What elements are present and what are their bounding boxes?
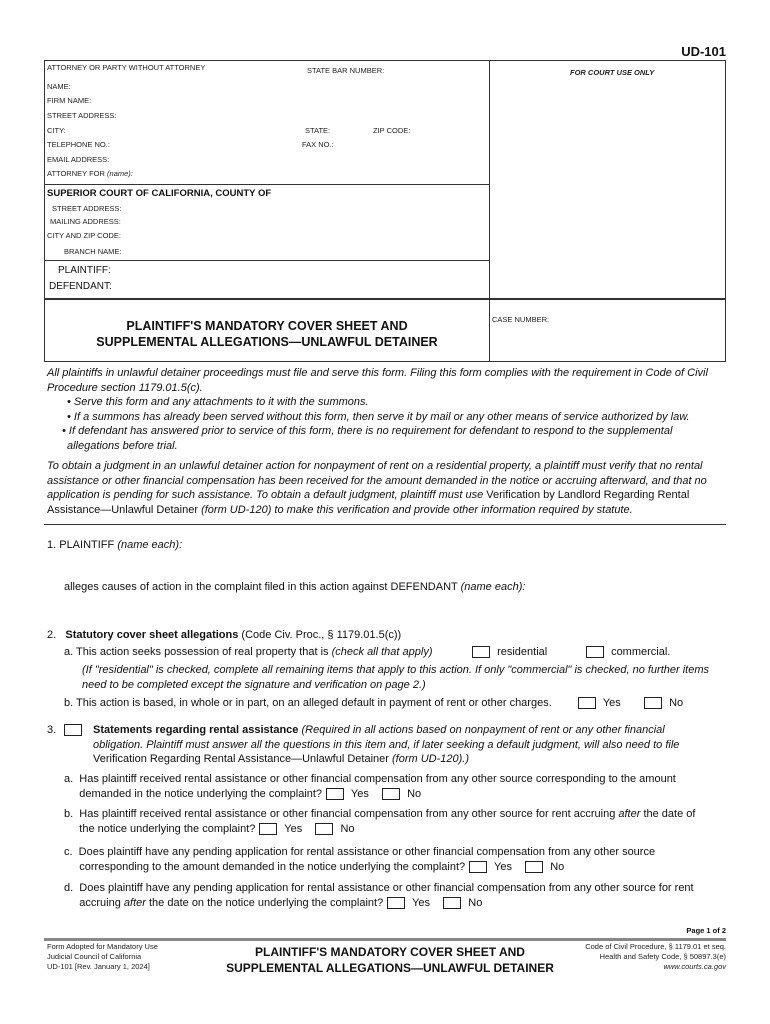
fax-field[interactable]: FAX NO.: bbox=[302, 140, 334, 149]
page-number: Page 1 of 2 bbox=[686, 926, 726, 935]
footer-title bbox=[210, 944, 570, 976]
text: commercial. bbox=[611, 646, 671, 658]
text: (check all that apply) bbox=[331, 646, 433, 658]
text: Yes bbox=[494, 860, 512, 873]
text: 1. PLAINTIFF bbox=[47, 539, 115, 551]
text: Does plaintiff have any pending application for rental assistance or other financial compensation from any other source for rent bbox=[79, 882, 694, 894]
text: No bbox=[550, 860, 565, 873]
checkbox[interactable] bbox=[382, 788, 400, 800]
form-title bbox=[44, 318, 490, 350]
bullet: • Serve this form and any attachments to it with the summons. bbox=[67, 396, 369, 408]
text: corresponding to the amount demanded in the notice underlying the complaint? bbox=[79, 860, 466, 873]
divider bbox=[489, 60, 490, 362]
residential-option[interactable] bbox=[468, 645, 547, 660]
divider bbox=[44, 298, 726, 300]
form-number: UD-101 bbox=[681, 44, 726, 59]
text: Has plaintiff received rental assistance or other financial compensation from any other source corresponding to the amount bbox=[79, 773, 676, 785]
title-line: PLAINTIFF'S MANDATORY COVER SHEET AND bbox=[126, 319, 408, 333]
2b-yes[interactable] bbox=[574, 696, 621, 711]
title-line: SUPPLEMENTAL ALLEGATIONS—UNLAWFUL DETAINER bbox=[96, 335, 438, 349]
text: accruing bbox=[79, 896, 121, 909]
text: Yes bbox=[284, 822, 303, 835]
defendant-field[interactable]: DEFENDANT: bbox=[49, 281, 112, 292]
commercial-option[interactable] bbox=[582, 645, 670, 660]
text: To obtain a judgment in an unlawful detainer action for nonpayment of rent on a residential property, a plaintiff must verify that no rental assistance or other financial compensation has been received for the amount demanded in the notice or accruing afterward, and that no application is pending for such assistance. To obtain a default judgment, plaintiff must use bbox=[47, 460, 707, 501]
case-number-field[interactable]: CASE NUMBER: bbox=[492, 315, 550, 324]
text: SUPPLEMENTAL ALLEGATIONS—UNLAWFUL DETAINER bbox=[226, 961, 554, 975]
text: No bbox=[669, 697, 684, 709]
text: (name each): bbox=[117, 539, 183, 551]
intro-paragraph-2 bbox=[47, 459, 727, 517]
text: (name each): bbox=[460, 581, 526, 593]
bullet: • If defendant has answered prior to service of this form, there is no requirement for defendant to respond to the supplemental allegations before trial. bbox=[62, 425, 673, 452]
item-3 bbox=[93, 723, 713, 767]
telephone-field[interactable]: TELEPHONE NO.: bbox=[47, 140, 110, 149]
item-3-checkbox[interactable] bbox=[60, 723, 86, 738]
firm-field[interactable]: FIRM NAME: bbox=[47, 96, 92, 105]
branch-field[interactable]: BRANCH NAME: bbox=[64, 247, 122, 256]
checkbox[interactable] bbox=[644, 697, 662, 709]
item-2 bbox=[47, 628, 401, 643]
street-field[interactable]: STREET ADDRESS: bbox=[47, 111, 117, 120]
text: Statutory cover sheet allegations bbox=[65, 629, 239, 641]
text: (form UD-120) to make this verification and provide other information required by statute. bbox=[198, 503, 633, 516]
text: demanded in the notice underlying the complaint? bbox=[79, 787, 323, 800]
text: (form UD-120).) bbox=[388, 753, 469, 765]
item-3c: c. Does plaintiff have any pending application for rental assistance or other financial compensation from any other source corresponding to the amount demanded in the notice underlying the complaint? Yes No bbox=[64, 846, 656, 873]
item-2b: b. This action is based, in whole or in part, on an alleged default in payment of rent or other charges. bbox=[64, 697, 552, 709]
text: the date of bbox=[643, 808, 696, 820]
court-heading: SUPERIOR COURT OF CALIFORNIA, COUNTY OF bbox=[47, 188, 272, 199]
text: Verification Regarding Rental Assistance—Unlawful Detainer bbox=[93, 753, 389, 765]
item-3b: b. Has plaintiff received rental assistance or other financial compensation from any other source for rent accruing after the date of the notice underlying the complaint? Yes No bbox=[64, 808, 696, 835]
text: alleges causes of action in the complaint filed in this action against DEFENDANT bbox=[64, 581, 458, 593]
caption-box bbox=[44, 60, 726, 362]
attorney-label: ATTORNEY OR PARTY WITHOUT ATTORNEY bbox=[47, 63, 206, 72]
name-field[interactable]: NAME: bbox=[47, 82, 71, 91]
item-3-num: 3. bbox=[47, 724, 57, 736]
plaintiff-field[interactable]: PLAINTIFF: bbox=[58, 265, 111, 276]
court-use-label: FOR COURT USE ONLY bbox=[570, 68, 655, 77]
text: Does plaintiff have any pending application for rental assistance or other financial compensation from any other source bbox=[78, 846, 656, 858]
state-bar-label: STATE BAR NUMBER: bbox=[307, 66, 385, 75]
alleges bbox=[64, 580, 525, 595]
footer-rule bbox=[44, 938, 726, 941]
divider bbox=[44, 524, 726, 525]
checkbox[interactable] bbox=[259, 823, 277, 835]
state-field[interactable]: STATE: bbox=[305, 126, 331, 135]
text: the notice underlying the complaint? bbox=[79, 822, 256, 835]
court-city-field[interactable]: CITY AND ZIP CODE: bbox=[47, 231, 121, 240]
commercial-checkbox[interactable] bbox=[586, 646, 604, 658]
label: ATTORNEY FOR bbox=[47, 169, 105, 178]
item-2a bbox=[64, 645, 433, 660]
email-field[interactable]: EMAIL ADDRESS: bbox=[47, 155, 110, 164]
text: No bbox=[468, 896, 483, 909]
divider bbox=[44, 184, 490, 185]
text: after bbox=[618, 808, 641, 820]
item-1 bbox=[47, 538, 182, 553]
item-3d: d. Does plaintiff have any pending application for rental assistance or other financial compensation from any other source for rent accruing after the date on the notice underlying the complaint? Yes No bbox=[64, 882, 694, 909]
checkbox[interactable] bbox=[387, 897, 405, 909]
form-reference: Verification by Landlord Regarding Rental Assistance—Unlawful Detainer bbox=[47, 489, 690, 516]
text: 2. bbox=[47, 629, 57, 641]
court-street-field[interactable]: STREET ADDRESS: bbox=[52, 204, 122, 213]
text: Code of Civil Procedure, § 1179.01 et seq. bbox=[585, 942, 726, 951]
text: (Code Civ. Proc., § 1179.01.5(c)) bbox=[241, 629, 402, 641]
text: residential bbox=[497, 646, 548, 658]
text: (Required in all actions based on nonpayment of rent or any other financial obligation. Plaintiff must answer all the questions in this item and, if later seeking a default judgment, will also need to file bbox=[93, 724, 680, 751]
text: the date on the notice underlying the complaint? bbox=[149, 896, 384, 909]
checkbox[interactable] bbox=[469, 861, 487, 873]
footer-right bbox=[585, 942, 726, 972]
text: Judicial Council of California bbox=[47, 952, 142, 961]
item-3a: a. Has plaintiff received rental assistance or other financial compensation from any other source corresponding to the amount demanded in the notice underlying the complaint? Yes No bbox=[64, 773, 676, 800]
courts-link[interactable]: www.courts.ca.gov bbox=[663, 962, 726, 971]
2b-no[interactable] bbox=[640, 696, 683, 711]
text: Form Adopted for Mandatory Use bbox=[47, 942, 158, 951]
court-mailing-field[interactable]: MAILING ADDRESS: bbox=[50, 217, 121, 226]
text: No bbox=[340, 822, 355, 835]
text: Yes bbox=[412, 896, 431, 909]
text: after bbox=[123, 896, 146, 909]
text: No bbox=[407, 787, 422, 800]
bullet: • If a summons has already been served without this form, then serve it by mail or any other means of service authorized by law. bbox=[67, 410, 690, 423]
text: PLAINTIFF'S MANDATORY COVER SHEET AND bbox=[255, 945, 525, 959]
checkbox[interactable] bbox=[525, 861, 543, 873]
city-field[interactable]: CITY: bbox=[47, 126, 66, 135]
text: a. This action seeks possession of real property that is bbox=[64, 646, 329, 658]
checkbox[interactable] bbox=[64, 724, 82, 736]
checkbox[interactable] bbox=[578, 697, 596, 709]
text: Health and Safety Code, § 50897.3(e) bbox=[599, 952, 726, 961]
text: Has plaintiff received rental assistance or other financial compensation from any other source for rent accruing bbox=[79, 808, 616, 820]
label: (name): bbox=[107, 169, 133, 178]
attorney-for-field[interactable] bbox=[47, 169, 133, 178]
divider bbox=[44, 260, 490, 261]
item-2a-note: (If "residential" is checked, complete all remaining items that apply to this action. If only "commercial" is checked, no further items need to be completed except the signature and verification on page 2.) bbox=[82, 664, 709, 691]
checkbox[interactable] bbox=[315, 823, 333, 835]
residential-checkbox[interactable] bbox=[472, 646, 490, 658]
checkbox[interactable] bbox=[443, 897, 461, 909]
intro-paragraph: All plaintiffs in unlawful detainer proceedings must file and serve this form. Filing this form complies with the requirement in Code of Civil Procedure section 1179.01.5(c). bbox=[47, 367, 708, 394]
text: Yes bbox=[350, 787, 369, 800]
text: Statements regarding rental assistance bbox=[93, 724, 299, 736]
zip-field[interactable]: ZIP CODE: bbox=[373, 126, 411, 135]
checkbox[interactable] bbox=[326, 788, 344, 800]
footer-left bbox=[47, 942, 158, 972]
intro bbox=[47, 366, 727, 517]
text: Yes bbox=[602, 697, 621, 709]
text: UD-101 [Rev. January 1, 2024] bbox=[47, 962, 150, 971]
